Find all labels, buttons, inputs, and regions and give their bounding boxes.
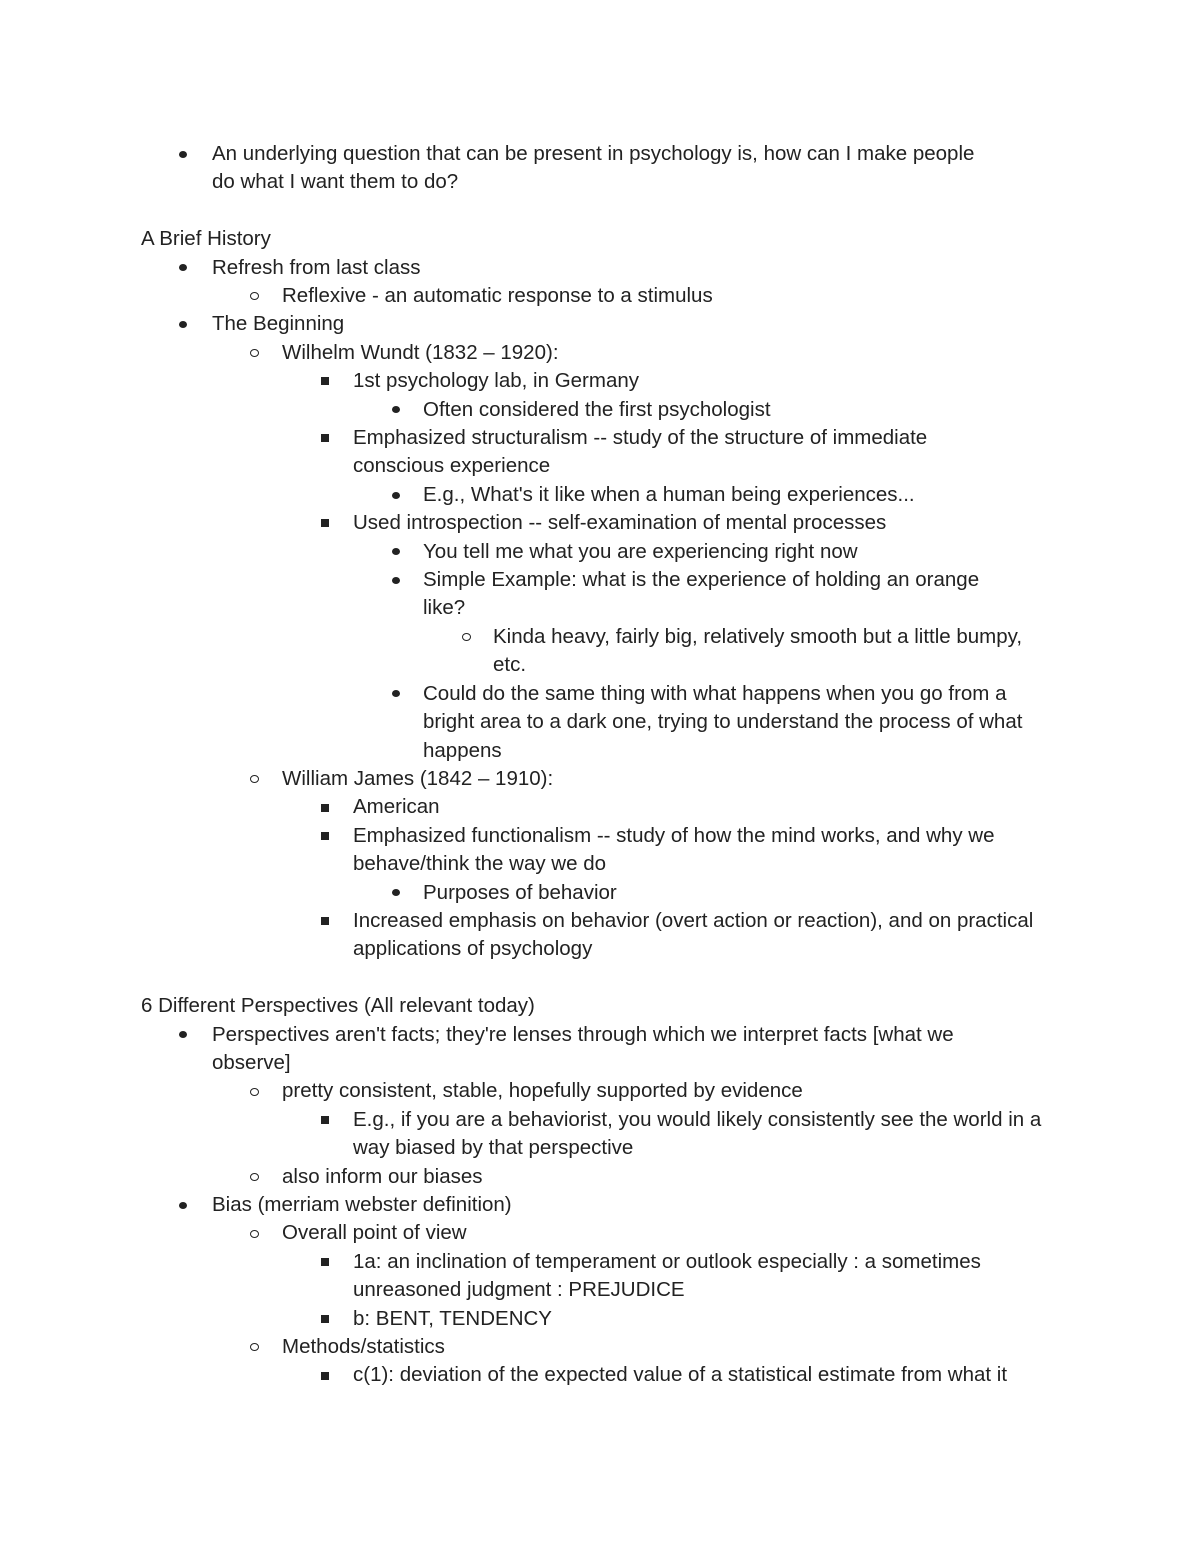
section-heading-history: A Brief History (141, 227, 271, 251)
list-item-text: Simple Example: what is the experience of holding an orange like? (423, 568, 980, 620)
bullet-square-icon (318, 1106, 332, 1134)
list-item-text: pretty consistent, stable, hopefully supported by evidence (282, 1079, 803, 1103)
list-item-text: Emphasized functionalism -- study of how the mind works, and why we behave/think the way we do (353, 823, 995, 876)
list-item-text: Methods/statistics (282, 1335, 445, 1359)
list-item-text: c(1): deviation of the expected value of a statistical estimate from what it (353, 1363, 1008, 1387)
bullet-square-icon (318, 1361, 332, 1389)
document-body (141, 140, 1071, 1390)
list-item (282, 765, 1002, 793)
list-item (212, 1021, 1002, 1078)
list-item (212, 1191, 1002, 1219)
list-item (423, 481, 1023, 509)
list-item (353, 1361, 1063, 1389)
list-item (282, 339, 1002, 367)
bullet-disc-icon (176, 1191, 190, 1219)
list-item-text: An underlying question that can be present in psychology is, how can I make people do what I want them to do? (212, 142, 975, 194)
list-item (282, 1333, 1002, 1361)
list-item-text: Refresh from last class (212, 255, 421, 279)
bullet-circle-icon (247, 1219, 261, 1247)
list-item (353, 822, 1043, 879)
list-item (212, 310, 1002, 338)
list-item-text: 1st psychology lab, in Germany (353, 369, 639, 393)
bullet-square-icon (318, 1248, 332, 1276)
bullet-square-icon (318, 822, 332, 850)
bullet-square-icon (318, 424, 332, 452)
list-item (493, 623, 1058, 680)
bullet-circle-icon (247, 1077, 261, 1105)
list-item (353, 424, 983, 481)
bullet-square-icon (318, 367, 332, 395)
list-item-text: Could do the same thing with what happens when you go from a bright area to a dark one, trying to understand the process of what happens (423, 681, 1023, 762)
list-item (353, 907, 1043, 964)
bullet-square-icon (318, 1305, 332, 1333)
list-item-text: Purposes of behavior (423, 880, 617, 904)
list-item-text: Overall point of view (282, 1221, 467, 1245)
list-item (353, 1106, 1043, 1163)
list-item-text: Reflexive - an automatic response to a stimulus (282, 284, 713, 308)
list-item (423, 566, 1023, 623)
bullet-disc-icon (389, 879, 403, 907)
list-item (282, 1077, 1002, 1105)
list-item-text: Often considered the first psychologist (423, 397, 771, 421)
list-item (423, 396, 1003, 424)
list-item-text: American (353, 795, 440, 819)
list-item-text: also inform our biases (282, 1164, 483, 1188)
list-item (212, 254, 1002, 282)
list-item (353, 509, 983, 537)
bullet-circle-icon (247, 765, 261, 793)
list-item (353, 1248, 1043, 1305)
bullet-square-icon (318, 907, 332, 935)
list-item-text: You tell me what you are experiencing right now (423, 539, 858, 563)
list-item-text: 1a: an inclination of temperament or outlook especially : a sometimes unreasoned judgment : PREJUDICE (353, 1249, 981, 1302)
list-item-text: The Beginning (212, 312, 345, 336)
bullet-square-icon (318, 509, 332, 537)
bullet-disc-icon (176, 310, 190, 338)
bullet-disc-icon (389, 538, 403, 566)
list-item (423, 680, 1058, 765)
bullet-circle-icon (247, 339, 261, 367)
bullet-disc-icon (176, 140, 190, 168)
bullet-square-icon (318, 793, 332, 821)
list-item (282, 1163, 1002, 1191)
bullet-circle-icon (247, 282, 261, 310)
list-item (353, 367, 983, 395)
bullet-circle-icon (247, 1333, 261, 1361)
bullet-circle-icon (247, 1163, 261, 1191)
bullet-disc-icon (389, 566, 403, 594)
list-item-text: E.g., if you are a behaviorist, you would likely consistently see the world in a way biased by that perspective (353, 1107, 1042, 1160)
list-item-text: b: BENT, TENDENCY (353, 1306, 552, 1330)
list-item-text: Kinda heavy, fairly big, relatively smooth but a little bumpy, etc. (493, 624, 1023, 677)
bullet-circle-icon (459, 623, 473, 651)
list-item (353, 793, 1043, 821)
list-item (423, 538, 1023, 566)
bullet-disc-icon (176, 1021, 190, 1049)
list-item-text: Increased emphasis on behavior (overt action or reaction), and on practical applications of psychology (353, 908, 1034, 961)
bullet-disc-icon (176, 254, 190, 282)
list-item (282, 282, 1002, 310)
bullet-disc-icon (389, 680, 403, 708)
list-item (353, 1305, 1043, 1333)
list-item-text: E.g., What's it like when a human being experiences... (423, 482, 915, 506)
list-item (212, 140, 1002, 197)
list-item (282, 1219, 1002, 1247)
bullet-disc-icon (389, 396, 403, 424)
list-item-text: Perspectives aren't facts; they're lenses through which we interpret facts [what we observe] (212, 1022, 954, 1074)
list-item-text: Used introspection -- self-examination of mental processes (353, 511, 887, 535)
list-item-text: Emphasized structuralism -- study of the structure of immediate conscious experience (353, 426, 928, 478)
section-heading-perspectives: 6 Different Perspectives (All relevant today) (141, 994, 535, 1018)
bullet-disc-icon (389, 481, 403, 509)
list-item (423, 879, 1003, 907)
list-item-text: Bias (merriam webster definition) (212, 1193, 512, 1216)
list-item-text: Wilhelm Wundt (1832 – 1920): (282, 340, 559, 364)
list-item-text: William James (1842 – 1910): (282, 766, 554, 790)
